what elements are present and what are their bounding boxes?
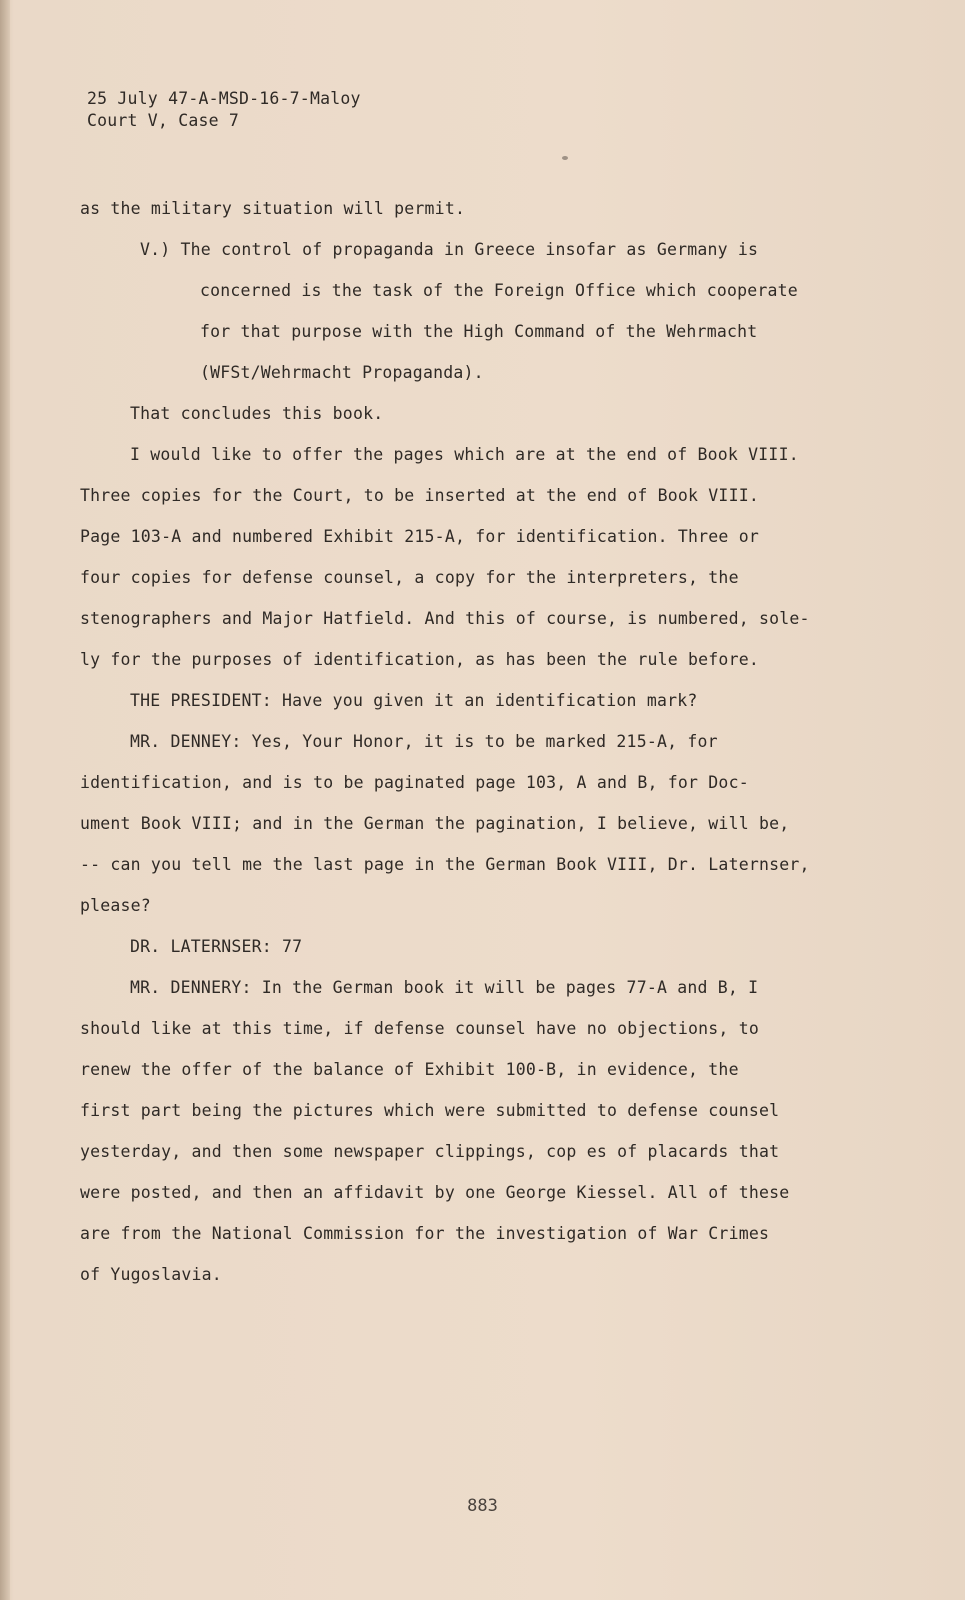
transcript-line: concerned is the task of the Foreign Office which cooperate bbox=[200, 281, 798, 300]
transcript-line: yesterday, and then some newspaper clippings, cop es of placards that bbox=[80, 1142, 780, 1161]
transcript-line: renew the offer of the balance of Exhibit 100-B, in evidence, the bbox=[80, 1060, 739, 1079]
transcript-line: please? bbox=[80, 896, 151, 915]
transcript-line: Three copies for the Court, to be inserted at the end of Book VIII. bbox=[80, 486, 759, 505]
transcript-line: Page 103-A and numbered Exhibit 215-A, for identification. Three or bbox=[80, 527, 759, 546]
transcript-line: MR. DENNEY: Yes, Your Honor, it is to be marked 215-A, for bbox=[130, 732, 718, 751]
transcript-line: MR. DENNERY: In the German book it will be pages 77-A and B, I bbox=[130, 978, 759, 997]
header-line-date-code: 25 July 47-A-MSD-16-7-Maloy bbox=[87, 89, 361, 108]
transcript-line: stenographers and Major Hatfield. And this of course, is numbered, sole- bbox=[80, 609, 810, 628]
transcript-line: THE PRESIDENT: Have you given it an identification mark? bbox=[130, 691, 698, 710]
transcript-line: DR. LATERNSER: 77 bbox=[130, 937, 303, 956]
header-line-court-case: Court V, Case 7 bbox=[87, 111, 240, 130]
transcript-line: I would like to offer the pages which are at the end of Book VIII. bbox=[130, 445, 799, 464]
transcript-line: were posted, and then an affidavit by one George Kiessel. All of these bbox=[80, 1183, 790, 1202]
transcript-line: (WFSt/Wehrmacht Propaganda). bbox=[200, 363, 484, 382]
transcript-line: as the military situation will permit. bbox=[80, 199, 466, 218]
page-number: 883 bbox=[467, 1496, 498, 1516]
transcript-line: four copies for defense counsel, a copy for the interpreters, the bbox=[80, 568, 739, 587]
page-left-edge bbox=[0, 0, 10, 1600]
transcript-line: of Yugoslavia. bbox=[80, 1265, 222, 1284]
document-header bbox=[87, 88, 361, 132]
transcript-line: are from the National Commission for the investigation of War Crimes bbox=[80, 1224, 770, 1243]
transcript-body bbox=[80, 188, 910, 1295]
ink-smudge bbox=[562, 156, 568, 160]
transcript-line: That concludes this book. bbox=[130, 404, 384, 423]
transcript-line: ly for the purposes of identification, as has been the rule before. bbox=[80, 650, 759, 669]
transcript-line: first part being the pictures which were submitted to defense counsel bbox=[80, 1101, 780, 1120]
transcript-line: for that purpose with the High Command of the Wehrmacht bbox=[200, 322, 758, 341]
transcript-line: ument Book VIII; and in the German the pagination, I believe, will be, bbox=[80, 814, 790, 833]
transcript-line: identification, and is to be paginated page 103, A and B, for Doc- bbox=[80, 773, 749, 792]
transcript-line: -- can you tell me the last page in the German Book VIII, Dr. Laternser, bbox=[80, 855, 810, 874]
transcript-line: should like at this time, if defense counsel have no objections, to bbox=[80, 1019, 759, 1038]
transcript-line: V.) The control of propaganda in Greece insofar as Germany is bbox=[140, 240, 759, 259]
